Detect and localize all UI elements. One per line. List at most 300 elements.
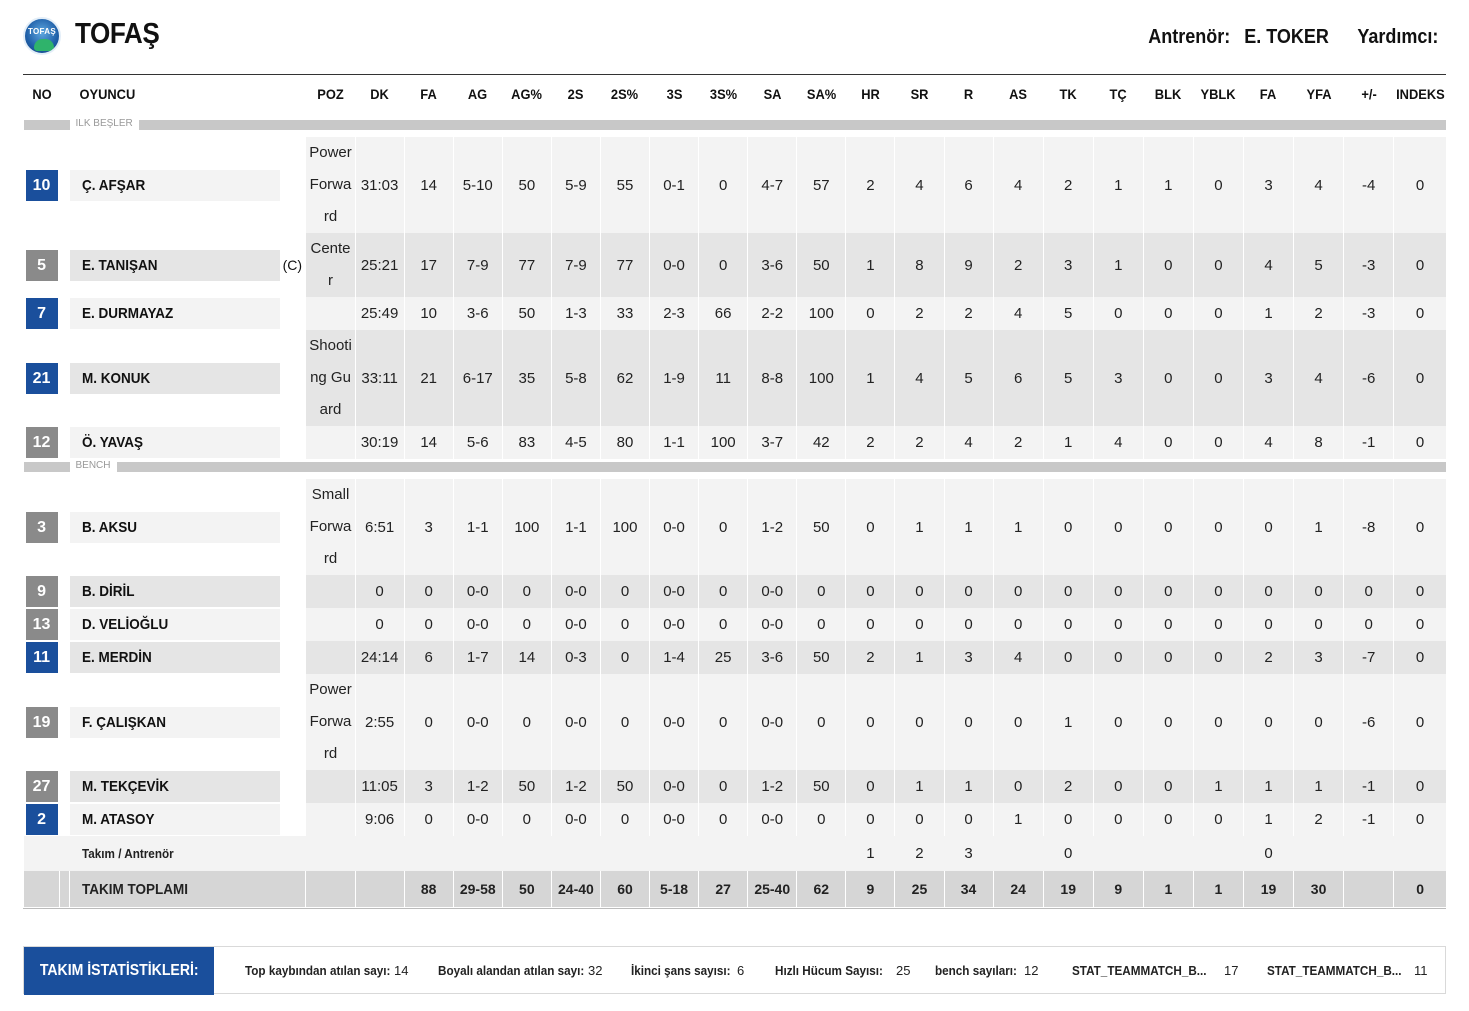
total-cell: 34: [944, 871, 993, 907]
stat-cell: 7-9: [453, 233, 502, 297]
stat-cell: 0-0: [650, 770, 699, 803]
stat-cell: 0: [502, 575, 551, 608]
stat-cell: -7: [1344, 641, 1394, 674]
stat-cell: 80: [600, 426, 649, 459]
stat-cell: 3: [1294, 641, 1344, 674]
logo-ball-icon: [34, 39, 54, 51]
jersey-number: 19: [26, 707, 58, 738]
player-name-cell: [70, 426, 306, 459]
stat-cell: 2: [1043, 770, 1093, 803]
stat-cell: 0: [797, 803, 846, 836]
stat-cell: [600, 836, 649, 871]
player-name-cell: [70, 641, 306, 674]
col-header-poz-2[interactable]: POZ: [317, 86, 344, 102]
stat-cell: 0: [846, 297, 895, 330]
player-row[interactable]: [24, 233, 1447, 297]
stat-cell: 1: [846, 330, 895, 426]
player-name: M. ATASOY: [82, 811, 155, 828]
stat-cell: -3: [1344, 297, 1394, 330]
stat-cell: 1: [1093, 137, 1143, 233]
stat-cell: 0: [1394, 608, 1446, 641]
col-header-blk-19[interactable]: BLK: [1155, 86, 1182, 102]
stat-cell-dk: 33:11: [355, 330, 404, 426]
stat-cell: 0: [1193, 479, 1243, 575]
stat-cell: 0: [699, 575, 748, 608]
player-position: Shooting Guard: [306, 330, 355, 426]
total-cell: 24: [993, 871, 1043, 907]
team-stat-item: [1072, 947, 1239, 995]
stat-cell: 8: [1294, 426, 1344, 459]
team-stat-value: 12: [1024, 963, 1039, 978]
stat-cell: 0: [1143, 330, 1193, 426]
team-stat-value: 32: [588, 963, 603, 978]
col-header-sa-11[interactable]: SA: [763, 86, 782, 102]
stat-cell: 4: [895, 330, 944, 426]
stat-cell: 4: [1243, 426, 1293, 459]
stat-cell: 2: [944, 297, 993, 330]
total-cell: 24-40: [551, 871, 600, 907]
jersey-number-cell: [24, 770, 60, 803]
assistant-label: Yardımcı:: [1356, 26, 1438, 48]
col-header-no[interactable]: NO: [31, 86, 52, 102]
team-name: TOFAŞ: [75, 18, 160, 50]
stat-cell: 1-4: [650, 641, 699, 674]
section-bench-label: BENCH: [70, 459, 117, 473]
stat-cell: 0: [1394, 479, 1446, 575]
stat-cell: 0-0: [650, 803, 699, 836]
stat-cell-dk: 11:05: [355, 770, 404, 803]
col-header-yfa-22[interactable]: YFA: [1306, 86, 1332, 102]
team-totals-label: TAKIM TOPLAMI: [70, 871, 306, 907]
col-header--23[interactable]: +/-: [1360, 86, 1377, 102]
player-name-cell: [70, 575, 306, 608]
stat-cell: 0: [1243, 608, 1293, 641]
stat-cell: 0: [1193, 137, 1243, 233]
stat-cell: 1-1: [650, 426, 699, 459]
jersey-number-cell: [24, 803, 60, 836]
player-row[interactable]: [24, 608, 1447, 641]
stat-cell: -6: [1344, 330, 1394, 426]
stat-cell: 8-8: [748, 330, 797, 426]
stat-cell: 0: [404, 575, 453, 608]
team-coach-row: [24, 836, 1447, 871]
stat-cell: 0: [404, 608, 453, 641]
stat-cell: 0: [1093, 297, 1143, 330]
coach-label: Antrenör:: [1147, 26, 1230, 48]
stat-cell: 0: [1394, 770, 1446, 803]
stat-cell: 2: [895, 426, 944, 459]
col-header-ag-5[interactable]: AG: [468, 86, 488, 102]
stat-cell: 0: [1394, 641, 1446, 674]
stat-cell: 2: [993, 426, 1043, 459]
logo-text: TOFAŞ: [27, 27, 57, 36]
stat-cell: 0: [699, 137, 748, 233]
stat-cell: 14: [404, 426, 453, 459]
stat-cell: 100: [797, 297, 846, 330]
player-position: [306, 641, 355, 674]
stat-cell: 3-6: [748, 233, 797, 297]
stat-cell: 0-0: [453, 674, 502, 770]
stat-cell: 2: [895, 297, 944, 330]
stat-cell: 1-2: [551, 770, 600, 803]
stat-cell: 0: [846, 608, 895, 641]
stat-cell: 4: [895, 137, 944, 233]
stat-cell: 0-0: [650, 575, 699, 608]
player-name-link[interactable]: [70, 250, 303, 281]
stat-cell: 0-0: [748, 803, 797, 836]
jersey-number: 5: [26, 250, 58, 281]
team-logo: [23, 17, 61, 55]
coach-name: E. TOKER: [1243, 26, 1329, 48]
stat-cell: 57: [797, 137, 846, 233]
stat-cell: 3: [944, 641, 993, 674]
stat-cell: 0: [993, 575, 1043, 608]
jersey-number: 10: [26, 170, 58, 201]
stat-cell: 3: [944, 836, 993, 871]
stat-cell: 50: [797, 479, 846, 575]
col-header-3s-10[interactable]: 3S%: [709, 86, 737, 102]
total-cell: 9: [846, 871, 895, 907]
stat-cell: 50: [502, 137, 551, 233]
col-header-dk-3[interactable]: DK: [370, 86, 389, 102]
stat-cell: 0: [1043, 803, 1093, 836]
player-name-link[interactable]: [70, 512, 280, 543]
stat-cell: 0: [1394, 674, 1446, 770]
player-name-cell: [70, 608, 306, 641]
team-stat-item: [245, 947, 407, 995]
stat-cell: 0: [1344, 575, 1394, 608]
jersey-number-cell: [24, 426, 60, 459]
stat-cell: 0: [895, 608, 944, 641]
stat-cell: 0-0: [650, 674, 699, 770]
jersey-number: 3: [26, 512, 58, 543]
jersey-number-cell: [24, 479, 60, 575]
stat-cell: 0-0: [748, 575, 797, 608]
stat-cell: -1: [1344, 803, 1394, 836]
stat-cell: 5: [1294, 233, 1344, 297]
col-header-ag-6[interactable]: AG%: [511, 86, 543, 102]
stat-cell: 0: [699, 233, 748, 297]
stat-cell: 50: [502, 297, 551, 330]
stat-cell: [453, 836, 502, 871]
stat-cell: 7-9: [551, 233, 600, 297]
stat-cell: 0-0: [551, 674, 600, 770]
player-name: Ç. AFŞAR: [82, 176, 146, 194]
stat-cell: 6: [404, 641, 453, 674]
player-position: Center: [306, 233, 355, 297]
player-name-link[interactable]: [70, 609, 280, 640]
total-cell: 5-18: [650, 871, 699, 907]
player-row[interactable]: [24, 770, 1447, 803]
stat-cell: 0: [600, 674, 649, 770]
col-header-r-15[interactable]: R: [963, 86, 974, 102]
stat-cell: 17: [404, 233, 453, 297]
col-header-yblk-20[interactable]: YBLK: [1200, 86, 1236, 102]
stat-cell: [650, 836, 699, 871]
stat-cell: 0: [1143, 641, 1193, 674]
stat-cell: 0: [1243, 479, 1293, 575]
stat-cell: 2-3: [650, 297, 699, 330]
stat-cell: 0: [404, 803, 453, 836]
team-stat-value: 25: [896, 963, 911, 978]
player-name-link[interactable]: [70, 427, 280, 458]
col-header-fa-4[interactable]: FA: [420, 86, 437, 102]
stat-cell: 0: [1043, 479, 1093, 575]
stat-cell: 100: [600, 479, 649, 575]
team-stats-bar: [23, 946, 1446, 994]
stat-cell: 0: [993, 674, 1043, 770]
stat-cell: 0: [1143, 233, 1193, 297]
stat-cell: 1: [846, 836, 895, 871]
stat-cell: 5: [944, 330, 993, 426]
player-name-link[interactable]: [70, 642, 280, 673]
stat-cell: 0: [1143, 803, 1193, 836]
team-stat-item: [631, 947, 745, 995]
stat-cell: 2: [1043, 137, 1093, 233]
player-name-cell: [70, 803, 306, 836]
stat-cell: 1: [1243, 297, 1293, 330]
stat-cell: -3: [1344, 233, 1394, 297]
player-row[interactable]: [24, 575, 1447, 608]
col-header-indeks-24[interactable]: INDEKS: [1395, 86, 1445, 102]
col-header-t-18[interactable]: TÇ: [1109, 86, 1127, 102]
player-name-link[interactable]: [70, 170, 280, 201]
stat-cell-dk: 24:14: [355, 641, 404, 674]
jersey-number-cell: [24, 233, 60, 297]
stat-cell: 0: [895, 803, 944, 836]
table-header: [24, 75, 1447, 113]
stat-cell: 0: [1294, 674, 1344, 770]
stat-cell: 0: [846, 479, 895, 575]
stat-cell: 25: [699, 641, 748, 674]
stat-cell: 2: [993, 233, 1043, 297]
stat-cell: 0: [1143, 479, 1193, 575]
col-header-as-16[interactable]: AS: [1009, 86, 1028, 102]
player-name-link[interactable]: [70, 771, 280, 802]
stat-cell: 1-1: [453, 479, 502, 575]
stat-cell: 0: [1243, 836, 1293, 871]
coach-info: [1148, 26, 1438, 49]
stat-cell: [1093, 836, 1143, 871]
stat-cell-dk: 25:49: [355, 297, 404, 330]
stat-cell: 0: [699, 803, 748, 836]
stat-cell: 2: [846, 426, 895, 459]
stat-cell: 50: [797, 770, 846, 803]
jersey-number: 21: [26, 363, 58, 394]
stat-cell: 0: [1043, 641, 1093, 674]
jersey-number: 11: [26, 642, 58, 673]
stat-cell: 0: [944, 674, 993, 770]
total-cell: 25-40: [748, 871, 797, 907]
col-header-hr-13[interactable]: HR: [861, 86, 880, 102]
jersey-number-cell: [24, 608, 60, 641]
col-header-2s-8[interactable]: 2S%: [611, 86, 639, 102]
team-stat-key: İkinci şans sayısı:: [631, 963, 731, 978]
captain-badge: (C): [282, 256, 303, 273]
player-name-link[interactable]: [70, 707, 280, 738]
stat-cell: 0-1: [650, 137, 699, 233]
stat-cell: 1-1: [551, 479, 600, 575]
stat-cell: -1: [1344, 770, 1394, 803]
stat-cell: 10: [404, 297, 453, 330]
total-cell: 0: [1394, 871, 1446, 907]
stat-cell: 0: [502, 803, 551, 836]
player-name-cell: [70, 137, 306, 233]
col-header-tk-17[interactable]: TK: [1059, 86, 1077, 102]
jersey-number-cell: [24, 575, 60, 608]
stat-cell: 4: [993, 137, 1043, 233]
stat-cell: 0: [1143, 674, 1193, 770]
stat-cell: 0: [1193, 233, 1243, 297]
stat-cell: 1: [1193, 770, 1243, 803]
stat-cell: 11: [699, 330, 748, 426]
player-name-link[interactable]: [70, 298, 280, 329]
stat-cell-dk: 31:03: [355, 137, 404, 233]
player-name: B. AKSU: [82, 518, 138, 536]
stat-cell: 2: [1294, 803, 1344, 836]
stat-cell: 0: [404, 674, 453, 770]
stat-cell: 0-0: [453, 803, 502, 836]
stat-cell: 0: [1394, 575, 1446, 608]
stat-cell: 1: [1243, 803, 1293, 836]
stat-cell: 1: [1294, 479, 1344, 575]
stat-cell: 0: [502, 608, 551, 641]
col-header-fa-21[interactable]: FA: [1260, 86, 1277, 102]
stat-cell: 0-3: [551, 641, 600, 674]
player-name: M. KONUK: [82, 369, 151, 387]
stat-cell: 1: [944, 479, 993, 575]
stat-cell: 0-0: [650, 608, 699, 641]
total-cell: [1344, 871, 1394, 907]
stat-cell: 100: [502, 479, 551, 575]
stat-cell: 21: [404, 330, 453, 426]
stat-cell: 0: [1193, 803, 1243, 836]
stat-cell: 1: [895, 641, 944, 674]
col-header-spacer[interactable]: [60, 75, 69, 113]
stat-cell: [699, 836, 748, 871]
player-name: B. DİRİL: [82, 583, 135, 600]
stat-cell: [1294, 836, 1344, 871]
col-header-player[interactable]: OYUNCU: [79, 86, 135, 102]
stat-cell: 0: [944, 803, 993, 836]
boxscore-table: [23, 75, 1446, 907]
stat-cell: 0: [1243, 575, 1293, 608]
player-row[interactable]: [24, 803, 1447, 836]
player-name: F. ÇALIŞKAN: [82, 713, 167, 731]
stat-cell: 4: [993, 297, 1043, 330]
stat-cell: 66: [699, 297, 748, 330]
stat-cell: 77: [502, 233, 551, 297]
section-starters-label: ILK BEŞLER: [70, 117, 139, 131]
stat-cell: 2: [1294, 297, 1344, 330]
total-cell: 19: [1043, 871, 1093, 907]
stat-cell: 0: [1294, 575, 1344, 608]
stat-cell: 0: [1093, 575, 1143, 608]
player-row[interactable]: [24, 426, 1447, 459]
stat-cell: 3: [1093, 330, 1143, 426]
stat-cell: 6: [993, 330, 1043, 426]
stat-cell: 1: [1143, 137, 1193, 233]
player-name-cell: [70, 674, 306, 770]
stat-cell: 0: [600, 641, 649, 674]
stat-cell: 3: [1243, 330, 1293, 426]
total-cell: 9: [1093, 871, 1143, 907]
player-name: D. VELİOĞLU: [82, 616, 169, 633]
player-name: E. DURMAYAZ: [82, 305, 174, 322]
stat-cell: 0: [502, 674, 551, 770]
stat-cell: 0: [993, 770, 1043, 803]
stat-cell: 0-0: [551, 575, 600, 608]
player-name-cell: [70, 233, 306, 297]
stat-cell: 1-9: [650, 330, 699, 426]
stat-cell: 2: [895, 836, 944, 871]
stat-cell: 5-6: [453, 426, 502, 459]
stat-cell: 0: [1394, 330, 1446, 426]
stat-cell: [404, 836, 453, 871]
player-row[interactable]: [24, 479, 1447, 575]
stat-cell: 3: [404, 770, 453, 803]
team-stat-item: [438, 947, 601, 995]
stat-cell: 0: [600, 608, 649, 641]
col-header-sa-12[interactable]: SA%: [806, 86, 836, 102]
total-cell: 19: [1243, 871, 1293, 907]
stat-cell: 0: [1243, 674, 1293, 770]
stat-cell: 1-2: [748, 770, 797, 803]
stat-cell: 5: [1043, 297, 1093, 330]
col-header-sr-14[interactable]: SR: [910, 86, 929, 102]
stat-cell: 1: [993, 803, 1043, 836]
stat-cell: 0: [1143, 426, 1193, 459]
stat-cell: 0: [699, 608, 748, 641]
jersey-number-cell: [24, 674, 60, 770]
stat-cell: 0: [846, 803, 895, 836]
stat-cell: 4: [944, 426, 993, 459]
stat-cell: 0: [1294, 608, 1344, 641]
team-stat-value: 6: [737, 963, 745, 978]
player-row[interactable]: [24, 674, 1447, 770]
section-starters: [24, 117, 1447, 133]
player-row[interactable]: [24, 137, 1447, 233]
jersey-number-cell: [24, 641, 60, 674]
team-stat-value: 17: [1224, 963, 1239, 978]
player-row[interactable]: [24, 297, 1447, 330]
total-cell: 1: [1193, 871, 1243, 907]
col-header-3s-9[interactable]: 3S: [666, 86, 682, 102]
stat-cell: 14: [502, 641, 551, 674]
stat-cell: 0-0: [453, 608, 502, 641]
player-name-link[interactable]: [70, 576, 280, 607]
stat-cell: 1-7: [453, 641, 502, 674]
stat-cell: 0: [1043, 575, 1093, 608]
total-cell: 60: [600, 871, 649, 907]
col-header-2s-7[interactable]: 2S: [568, 86, 584, 102]
stat-cell: 0-0: [551, 608, 600, 641]
stat-cell: 5-9: [551, 137, 600, 233]
player-name-link[interactable]: [70, 804, 280, 835]
stat-cell: 0: [1394, 426, 1446, 459]
player-name-link[interactable]: [70, 363, 280, 394]
jersey-number: 2: [26, 804, 58, 835]
stat-cell: 2: [846, 137, 895, 233]
player-row[interactable]: [24, 330, 1447, 426]
player-row[interactable]: [24, 641, 1447, 674]
player-position: [306, 426, 355, 459]
stat-cell: 0: [1093, 803, 1143, 836]
stat-cell: 0: [797, 674, 846, 770]
total-cell: 1: [1143, 871, 1193, 907]
stat-cell: 5: [1043, 330, 1093, 426]
jersey-number: 13: [26, 609, 58, 640]
